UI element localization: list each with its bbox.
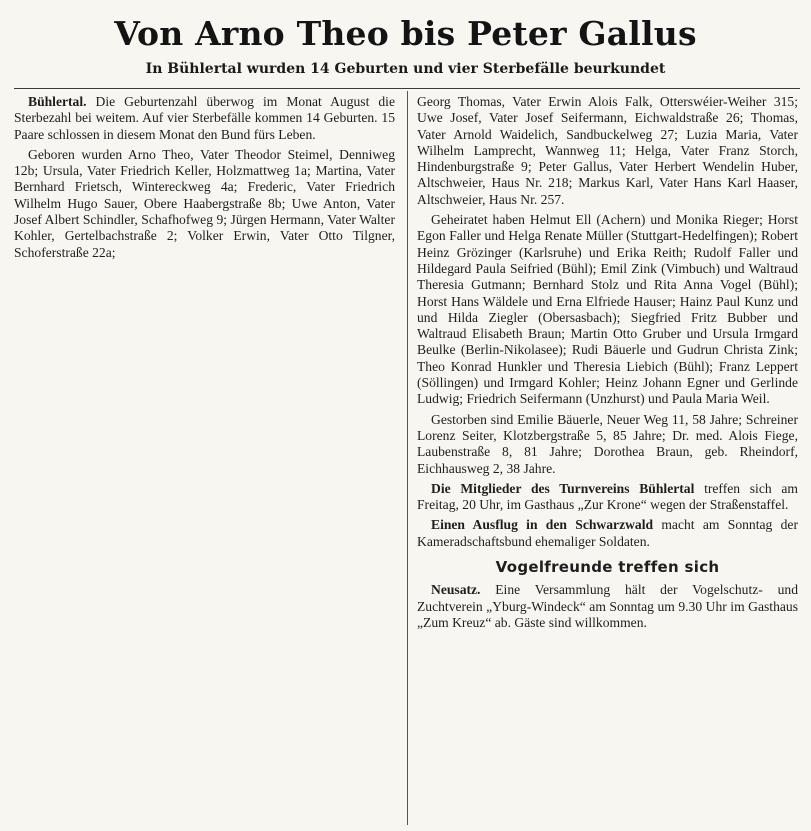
dateline: Bühlertal. — [28, 94, 87, 109]
left-column — [14, 94, 395, 265]
intro-text: Die Geburtenzahl überwog im Monat August die Sterbezahl bei weitem. Auf vier Sterbefälle kommen 14 Geburten. 15 Paare schlossen in diesem Monat den Bund fürs Leben. — [14, 94, 395, 142]
ausflug-text: macht am Sonntag der Kameradschaftsbund ehemaliger Soldaten. — [417, 517, 798, 549]
headline: Von Arno Theo bis Peter Gallus — [114, 14, 697, 53]
ausflug-lead: Einen Ausflug in den Schwarzwald — [431, 517, 654, 533]
marriages-paragraph: Geheiratet haben Helmut Ell (Achern) und Monika Rieger; Horst Egon Faller und Helga Renate Müller (Stuttgart-Hedelfingen); Robert Heinz Grözinger (Karlsruhe) und Erika Reith; Rudolf Faller und Hildegard Paula Seifried (Bühl); Emil Zink (Vimbuch) und Waltraud Theresia Gutmann; Bernhard Stolz und Rita Anna Vogel (Bühl); Horst Hans Wäldele und Erna Elfriede Hauser; Hainz Paul Kunz und und Hilda Ziegler (Obersasbach); Siegfried Fritz Bubber und Waltraud Elisabeth Braun; Martin Otto Gruber und Ursula Irmgard Beulke (Berlin-Nikolasee); Rudi Bäuerle und Gudrun Christa Zink; Theo Konrad Hunkler und Theresia Liebich (Bühl); Franz Leppert (Söllingen) und Irmgard Kohler; Heinz Johann Egner und Gerlinde Ludwig; Friedrich Seifermann (Unzhurst) und Paula Maria Weil. — [417, 212, 798, 407]
vogelfreunde-title: Vogelfreunde treffen sich — [495, 558, 720, 577]
deaths-paragraph: Gestorben sind Emilie Bäuerle, Neuer Weg 11, 58 Jahre; Schreiner Lorenz Seiter, Klotzbergstraße 5, 85 Jahre; Dr. med. Alois Fiege, Laubenstraße 8, 81 Jahre; Dorothea Braun, geb. Rheindorf, Eichhausweg 2, 38 Jahre. — [417, 411, 798, 476]
vogelfreunde-paragraph — [417, 582, 798, 631]
births-paragraph-2: Georg Thomas, Vater Erwin Alois Falk, Otterswéier-Weiher 315; Uwe Josef, Vater Josef Seifermann, Eichwaldstraße 26; Thomas, Vater Arnold Waidelich, Sandbuckelweg 27; Luzia Maria, Vater Wilhelm Lamprecht, Wannweg 11; Helga, Vater Franz Storch, Hindenburgstraße 9; Peter Gallus, Vater Herbert Wendelin Huber, Altschweier, Haus Nr. 218; Markus Karl, Vater Hans Karl Haaser, Altschweier, Haus Nr. 257. — [417, 94, 798, 207]
vogelfreunde-dateline: Neusatz. — [431, 582, 481, 598]
turnverein-text: treffen sich am Freitag, 20 Uhr, im Gasthaus „Zur Krone“ wegen der Straßenstaffel. — [417, 480, 798, 513]
intro-paragraph — [14, 94, 395, 143]
header-rule — [14, 88, 800, 89]
vogelfreunde-text: Eine Versammlung hält der Vogelschutz- und Zuchtverein „Yburg-Windeck“ am Sonntag um 9.30 Uhr im Gasthaus „Zum Kreuz“ ab. Gäste sind willkommen. — [417, 582, 798, 630]
column-divider — [407, 91, 408, 825]
births-paragraph-1: Geboren wurden Arno Theo, Vater Theodor Steimel, Denniweg 12b; Ursula, Vater Friedrich Keller, Holzmattweg 1a; Martina, Vater Bernhard Frietsch, Wintereckweg 4a; Frederic, Vater Friedrich Wilhelm Hugo Sauer, Obere Haabergstraße 8b; Uwe Anton, Vater Josef Albert Schindler, Schafhofweg 9; Jürgen Hermann, Vater Walter Kohler, Gertelbachstraße 2; Volker Erwin, Vater Otto Tilgner, Schoferstraße 22a; — [14, 146, 395, 260]
turnverein-lead: Die Mitglieder des Turnvereins Bühlertal — [431, 480, 695, 496]
turnverein-notice — [417, 481, 798, 514]
ausflug-notice — [417, 517, 798, 550]
right-column — [417, 94, 798, 635]
subheadline: In Bühlertal wurden 14 Geburten und vier Sterbefälle beurkundet — [145, 61, 666, 77]
